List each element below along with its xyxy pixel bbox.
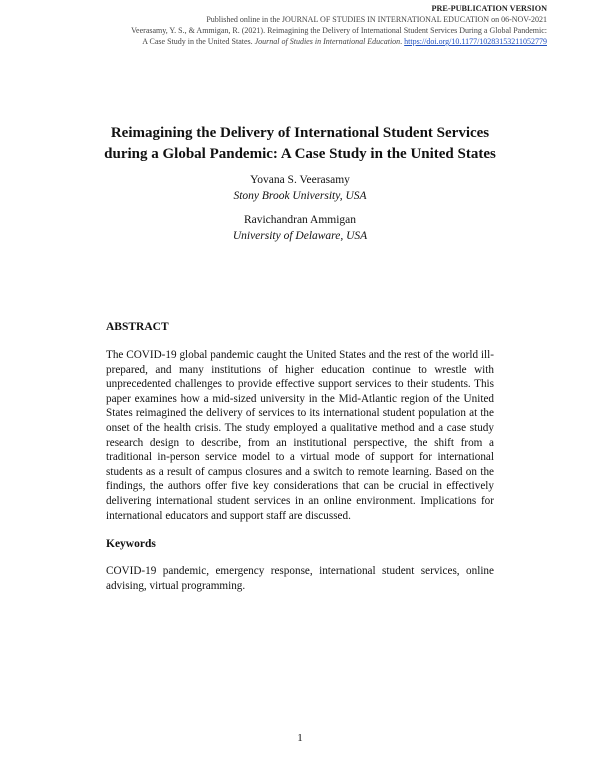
author-affiliation: Stony Brook University, USA	[233, 190, 367, 202]
author-name: Yovana S. Veerasamy	[250, 174, 350, 186]
abstract-text: The COVID-19 global pandemic caught the United States and the rest of the world ill-prepared, and many institutions of higher education continue to wrestle with unprecedented challenges to provide effective support services to their students. This paper examines how a mid-sized university in the Mid-Atlantic region of the United States reimagined the delivery of services to its international student population at the onset of the health crisis. The study employed a qualitative method and a case study research design to describe, from an institutional perspective, the shift from a traditional in-person service model to a virtual mode of support for international students as a result of campus closures and a switch to remote learning. Based on the findings, the authors offer five key considerations that can be crucial in effectively delivering international student services in an online environment. Implications for international educators and support staff are discussed.	[106, 349, 494, 522]
title-line-1: Reimagining the Delivery of International Student Services	[110, 125, 490, 141]
citation-journal: Journal of Studies in International Education	[254, 37, 401, 46]
abstract-heading: ABSTRACT	[106, 321, 169, 333]
title-line-2: during a Global Pandemic: A Case Study in the United States	[104, 146, 496, 162]
author-name: Ravichandran Ammigan	[243, 214, 357, 226]
keywords-text: COVID-19 pandemic, emergency response, international student services, online advising, virtual programming.	[106, 565, 494, 592]
paper-title	[60, 123, 540, 165]
citation-line-2: A Case Study in the United States. Journal of Studies in International Education. https://doi.org/10.1177/10283153211052779	[142, 37, 547, 46]
keywords-heading: Keywords	[106, 538, 156, 550]
doi-link[interactable]: https://doi.org/10.1177/10283153211052779	[404, 37, 547, 46]
page-number: 1	[297, 732, 303, 744]
pre-publication-header	[47, 3, 547, 47]
citation-line-1: Veerasamy, Y. S., & Ammigan, R. (2021). Reimagining the Delivery of International Student Services During a Global Pandemic:	[131, 26, 547, 35]
citation-title-tail: A Case Study in the United States.	[142, 37, 253, 46]
author-block-1	[100, 172, 500, 204]
version-label: PRE-PUBLICATION VERSION	[431, 4, 547, 13]
author-affiliation: University of Delaware, USA	[232, 230, 368, 242]
publication-note: Published online in the JOURNAL OF STUDIES IN INTERNATIONAL EDUCATION on 06-NOV-2021	[206, 15, 547, 24]
author-block-2	[100, 212, 500, 244]
